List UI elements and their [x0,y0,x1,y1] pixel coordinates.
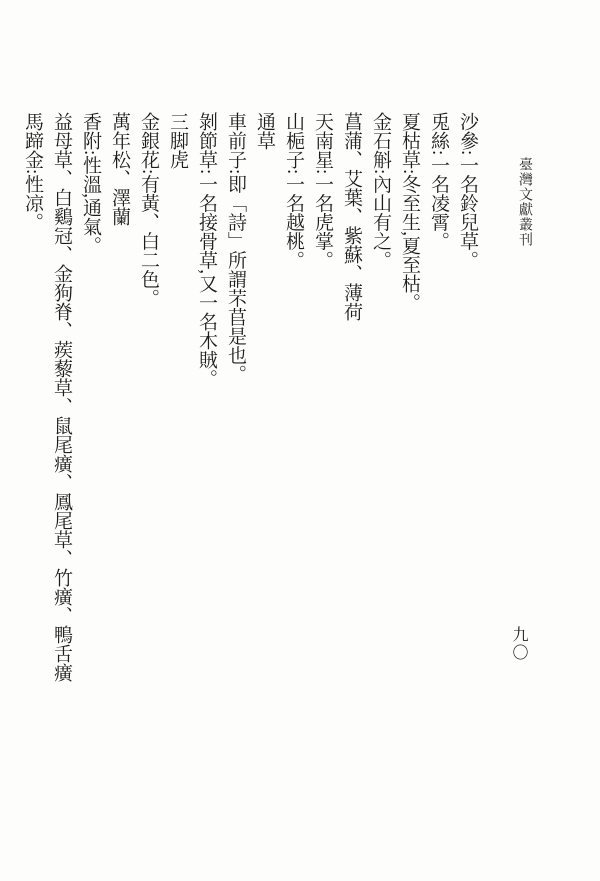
entry-column-sanjiaohu: 三脚虎 [167,112,188,169]
entry-column-tongcao: 通草 [254,112,275,150]
page-number: 九〇 [510,626,527,662]
entry-column-xiangfu: 香附:性溫,通氣。 [80,112,101,256]
entry-column-matijin: 馬蹄金:性凉。 [22,112,43,232]
entry-column-jinyinhua: 金銀花:有黃、白二色。 [138,112,159,308]
entry-column-shanzhizi: 山梔子:一名越桃。 [283,112,304,270]
entry-column-yimucao: 益母草、白鷄冠、金狗脊、蒺藜草、鼠尾癀、鳳尾草、竹癀、鴨舌癀 [51,112,72,682]
entry-column-wanniansong: 萬年松、澤蘭 [109,112,130,226]
entry-column-cheqianzi: 車前子:即「詩」所謂芣苢是也。 [225,112,246,384]
entry-column-jinshihu: 金石斛:內山有之。 [370,112,391,270]
entry-list [18,112,482,697]
entry-column-bojiecao: 剝節草:一名接骨草,又一名木賊。 [196,112,217,389]
entry-column-tiannanxing: 天南星:一名虎掌。 [312,112,333,270]
entry-column-tusi: 兎絲:一名凌霄。 [428,112,449,251]
entry-column-shashen: 沙參:一名鈴兒草。 [457,112,478,270]
entry-column-xiakucao: 夏枯草:冬至生,夏至枯。 [399,112,420,313]
entry-column-changpu: 菖蒲、艾葉、紫蘇、薄荷 [341,112,362,321]
series-title: 臺灣文獻叢刊 [517,157,532,247]
